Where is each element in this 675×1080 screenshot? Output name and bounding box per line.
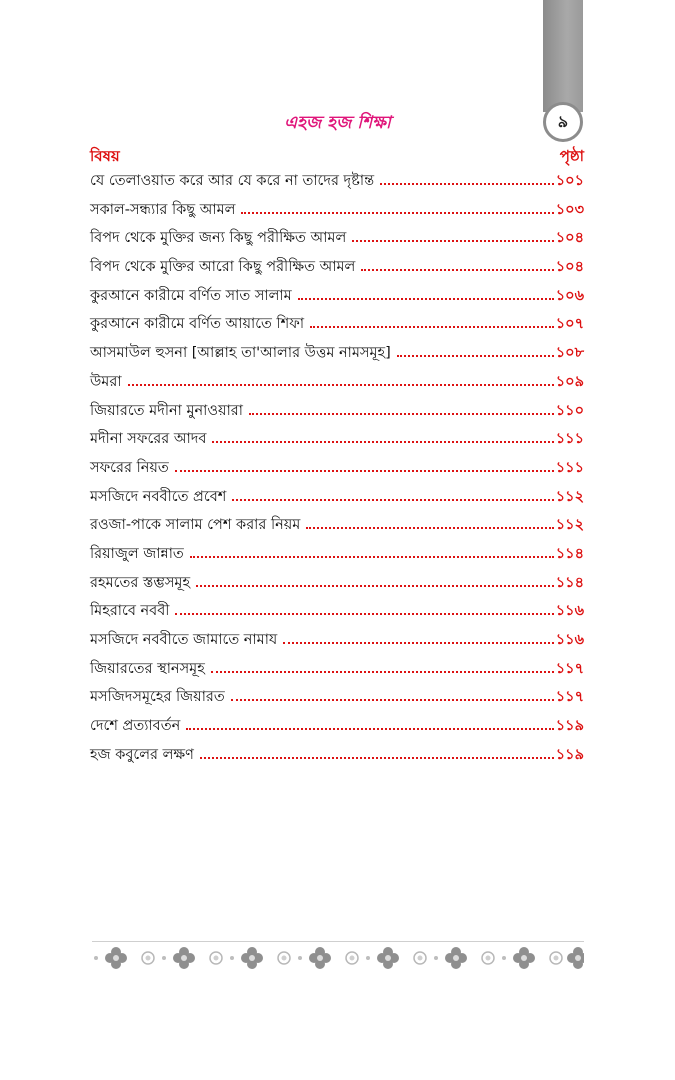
toc-entry[interactable]	[90, 600, 584, 629]
dot-leader	[200, 757, 554, 759]
toc-entry-page: ১১২	[555, 517, 584, 534]
toc-entry-page: ১১৭	[555, 660, 584, 677]
page-column-label: পৃষ্ঠা	[559, 146, 584, 165]
toc-entry-title: দেশে প্রত্যাবর্তন	[90, 718, 181, 735]
dot-leader	[232, 499, 553, 501]
toc-entry[interactable]	[90, 400, 584, 429]
toc-entry-page: ১০৪	[555, 259, 584, 276]
toc-entry[interactable]	[90, 457, 584, 486]
toc-entry-page: ১০৭	[555, 316, 584, 333]
toc-entry-title: মসজিদে নববীতে জামাতে নামায	[90, 632, 278, 648]
toc-entry[interactable]	[90, 744, 584, 773]
page-tab	[543, 0, 583, 112]
toc-entry[interactable]	[90, 313, 584, 342]
toc-entry[interactable]	[90, 658, 584, 687]
dot-leader	[249, 413, 554, 415]
toc-entry[interactable]	[90, 514, 584, 543]
toc-entry-title: রিয়াজুল জান্নাত	[90, 545, 184, 562]
ornament-motifs	[94, 947, 584, 969]
toc-entry-page: ১০৪	[555, 230, 584, 247]
dot-leader	[212, 441, 553, 443]
toc-entry-title: মসজিদে নববীতে প্রবেশ	[90, 488, 227, 505]
dot-leader	[175, 613, 553, 615]
toc-entry-title: সফরের নিয়ত	[90, 459, 169, 476]
topic-column-label: বিষয়	[90, 146, 120, 165]
toc-entry-title: আসমাউল হুসনা [আল্লাহ তা'আলার উত্তম নামসমূহ]	[90, 345, 391, 362]
table-of-contents	[90, 170, 584, 772]
page-number: ৯	[543, 102, 583, 142]
toc-entry-page: ১১১	[555, 431, 584, 448]
toc-entry-title: উমরা	[90, 373, 122, 390]
dot-leader	[241, 212, 553, 214]
dot-leader	[306, 527, 553, 529]
toc-entry-page: ১০৩	[555, 201, 584, 218]
toc-entry-title: মসজিদসমূহের জিয়ারত	[90, 689, 225, 706]
toc-entry-page: ১১৯	[555, 746, 584, 763]
toc-entry-title: রওজা-পাকে সালাম পেশ করার নিয়ম	[90, 517, 301, 534]
toc-entry-page: ১০৯	[555, 373, 584, 390]
toc-entry-page: ১১৯	[555, 718, 584, 735]
dot-leader	[211, 671, 554, 673]
dot-leader	[397, 355, 554, 357]
dot-leader	[361, 269, 553, 271]
dot-leader	[231, 699, 554, 701]
toc-entry[interactable]	[90, 199, 584, 228]
toc-entry-title: বিপদ থেকে মুক্তির আরো কিছু পরীক্ষিত আমল	[90, 259, 356, 276]
toc-entry-page: ১০৮	[555, 345, 584, 362]
toc-entry[interactable]	[90, 629, 584, 658]
toc-entry[interactable]	[90, 543, 584, 572]
dot-leader	[190, 556, 554, 558]
toc-entry-title: মদীনা সফরের আদব	[90, 431, 207, 448]
toc-entry-title: যে তেলাওয়াত করে আর যে করে না তাদের দৃষ্টান্ত	[90, 173, 375, 189]
dot-leader	[352, 240, 553, 242]
toc-entry-title: জিয়ারতের স্থানসমূহ	[90, 660, 205, 677]
toc-entry-title: হজ কবুলের লক্ষণ	[90, 746, 194, 763]
toc-entry-page: ১১৬	[555, 603, 584, 620]
toc-entry[interactable]	[90, 686, 584, 715]
toc-entry[interactable]	[90, 256, 584, 285]
toc-entry-page: ১১৪	[555, 574, 584, 591]
toc-entry[interactable]	[90, 486, 584, 515]
toc-entry-title: জিয়ারতে মদীনা মুনাওয়ারা	[90, 402, 243, 419]
dot-leader	[128, 384, 554, 386]
toc-entry-title: কুরআনে কারীমে বর্ণিত আয়াতে শিফা	[90, 316, 305, 333]
floral-border-ornament	[92, 942, 584, 976]
dot-leader	[380, 183, 554, 185]
toc-entry[interactable]	[90, 342, 584, 371]
toc-entry-page: ১১৪	[555, 545, 584, 562]
toc-entry-title: মিহরাবে নববী	[90, 603, 170, 620]
toc-entry-page: ১০৬	[555, 287, 584, 304]
toc-entry-title: রহমতের স্তম্ভসমূহ	[90, 574, 191, 591]
toc-entry[interactable]	[90, 428, 584, 457]
dot-leader	[310, 326, 554, 328]
toc-entry[interactable]	[90, 227, 584, 256]
toc-entry-title: কুরআনে কারীমে বর্ণিত সাত সালাম	[90, 287, 292, 304]
toc-entry[interactable]	[90, 572, 584, 601]
toc-entry[interactable]	[90, 715, 584, 744]
toc-entry[interactable]	[90, 371, 584, 400]
dot-leader	[283, 642, 553, 644]
dot-leader	[175, 470, 554, 472]
toc-entry-page: ১১১	[555, 459, 584, 476]
toc-entry-page: ১০১	[555, 173, 584, 189]
toc-entry-page: ১১৬	[555, 632, 584, 648]
toc-entry[interactable]	[90, 285, 584, 314]
toc-entry-page: ১১০	[555, 402, 584, 419]
book-title: এহজ হজ শিক্ষা	[284, 113, 391, 133]
toc-entry-page: ১১৭	[555, 689, 584, 706]
toc-entry-title: সকাল-সন্ধ্যার কিছু আমল	[90, 201, 236, 218]
toc-entry-title: বিপদ থেকে মুক্তির জন্য কিছু পরীক্ষিত আমল	[90, 230, 347, 247]
dot-leader	[196, 585, 554, 587]
dot-leader	[186, 728, 554, 730]
toc-entry[interactable]	[90, 170, 584, 199]
dot-leader	[298, 298, 554, 300]
toc-entry-page: ১১২	[555, 488, 584, 505]
toc-header	[90, 146, 584, 168]
